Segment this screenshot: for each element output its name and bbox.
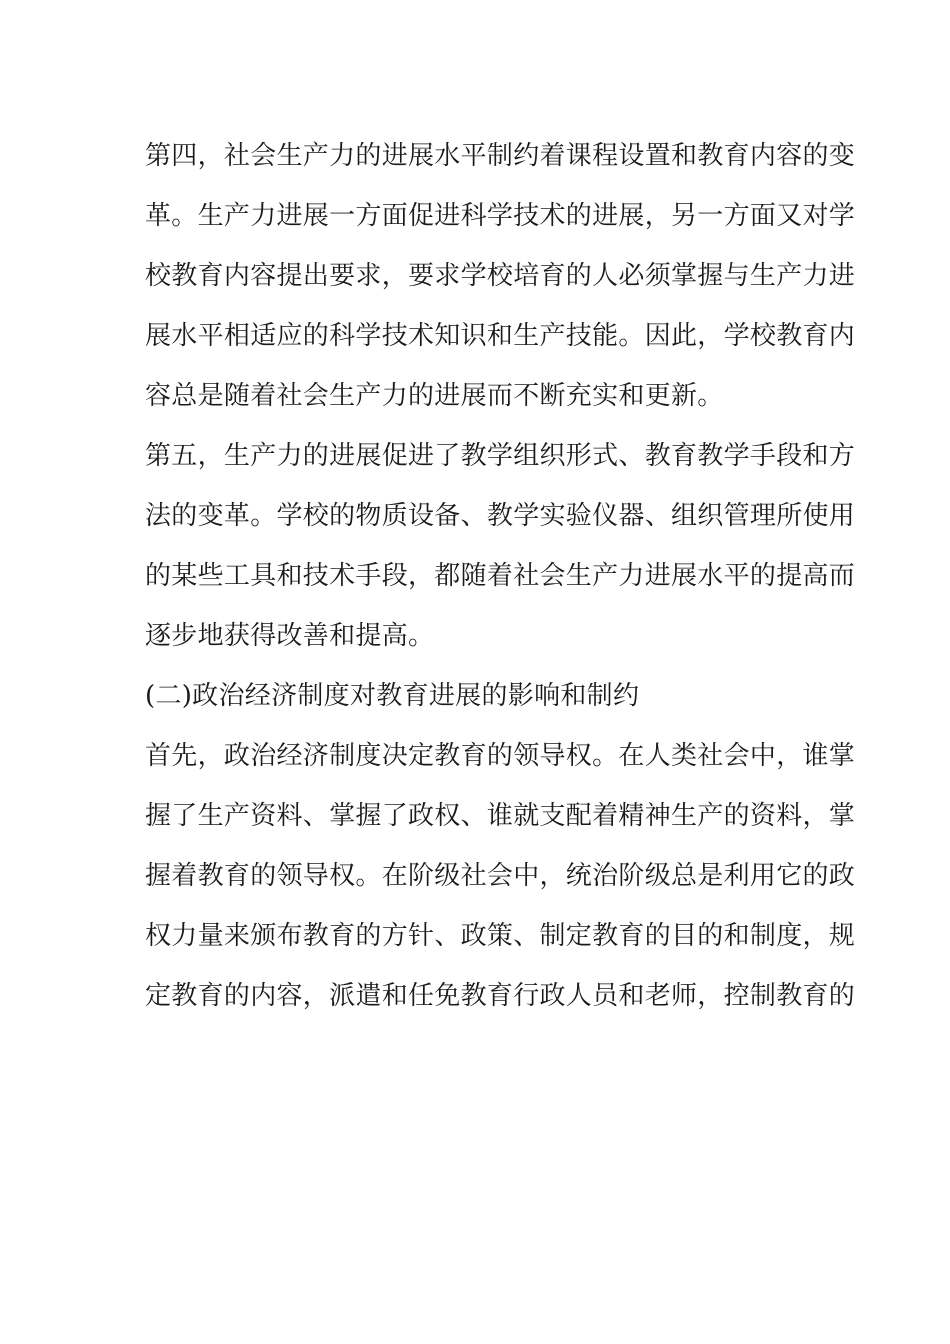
text-line: 定教育的内容，派遣和任免教育行政人员和老师，控制教育的 [145,981,856,1011]
body-text [145,126,856,1026]
text-line: 逐步地获得改善和提高。 [145,621,435,651]
text-line: 法的变革。学校的物质设备、教学实验仪器、组织管理所使用 [145,501,856,531]
text-line: 握着教育的领导权。在阶级社会中，统治阶级总是利用它的政 [145,861,856,891]
text-line: 革。生产力进展一方面促进科学技术的进展，另一方面又对学 [145,201,856,231]
text-line: 握了生产资料、掌握了政权、谁就支配着精神生产的资料，掌 [145,801,856,831]
text-line: 权力量来颁布教育的方针、政策、制定教育的目的和制度，规 [145,921,856,951]
text-line: 的某些工具和技术手段，都随着社会生产力进展水平的提高而 [145,561,856,591]
text-line: 首先，政治经济制度决定教育的领导权。在人类社会中，谁掌 [145,741,856,771]
section-heading: (二)政治经济制度对教育进展的影响和制约 [145,681,640,711]
text-line: 展水平相适应的科学技术知识和生产技能。因此，学校教育内 [145,321,856,351]
text-line: 第五，生产力的进展促进了教学组织形式、教育教学手段和方 [145,441,856,471]
text-line: 容总是随着社会生产力的进展而不断充实和更新。 [145,381,724,411]
text-line: 校教育内容提出要求，要求学校培育的人必须掌握与生产力进 [145,261,856,291]
text-line: 第四，社会生产力的进展水平制约着课程设置和教育内容的变 [145,141,856,171]
